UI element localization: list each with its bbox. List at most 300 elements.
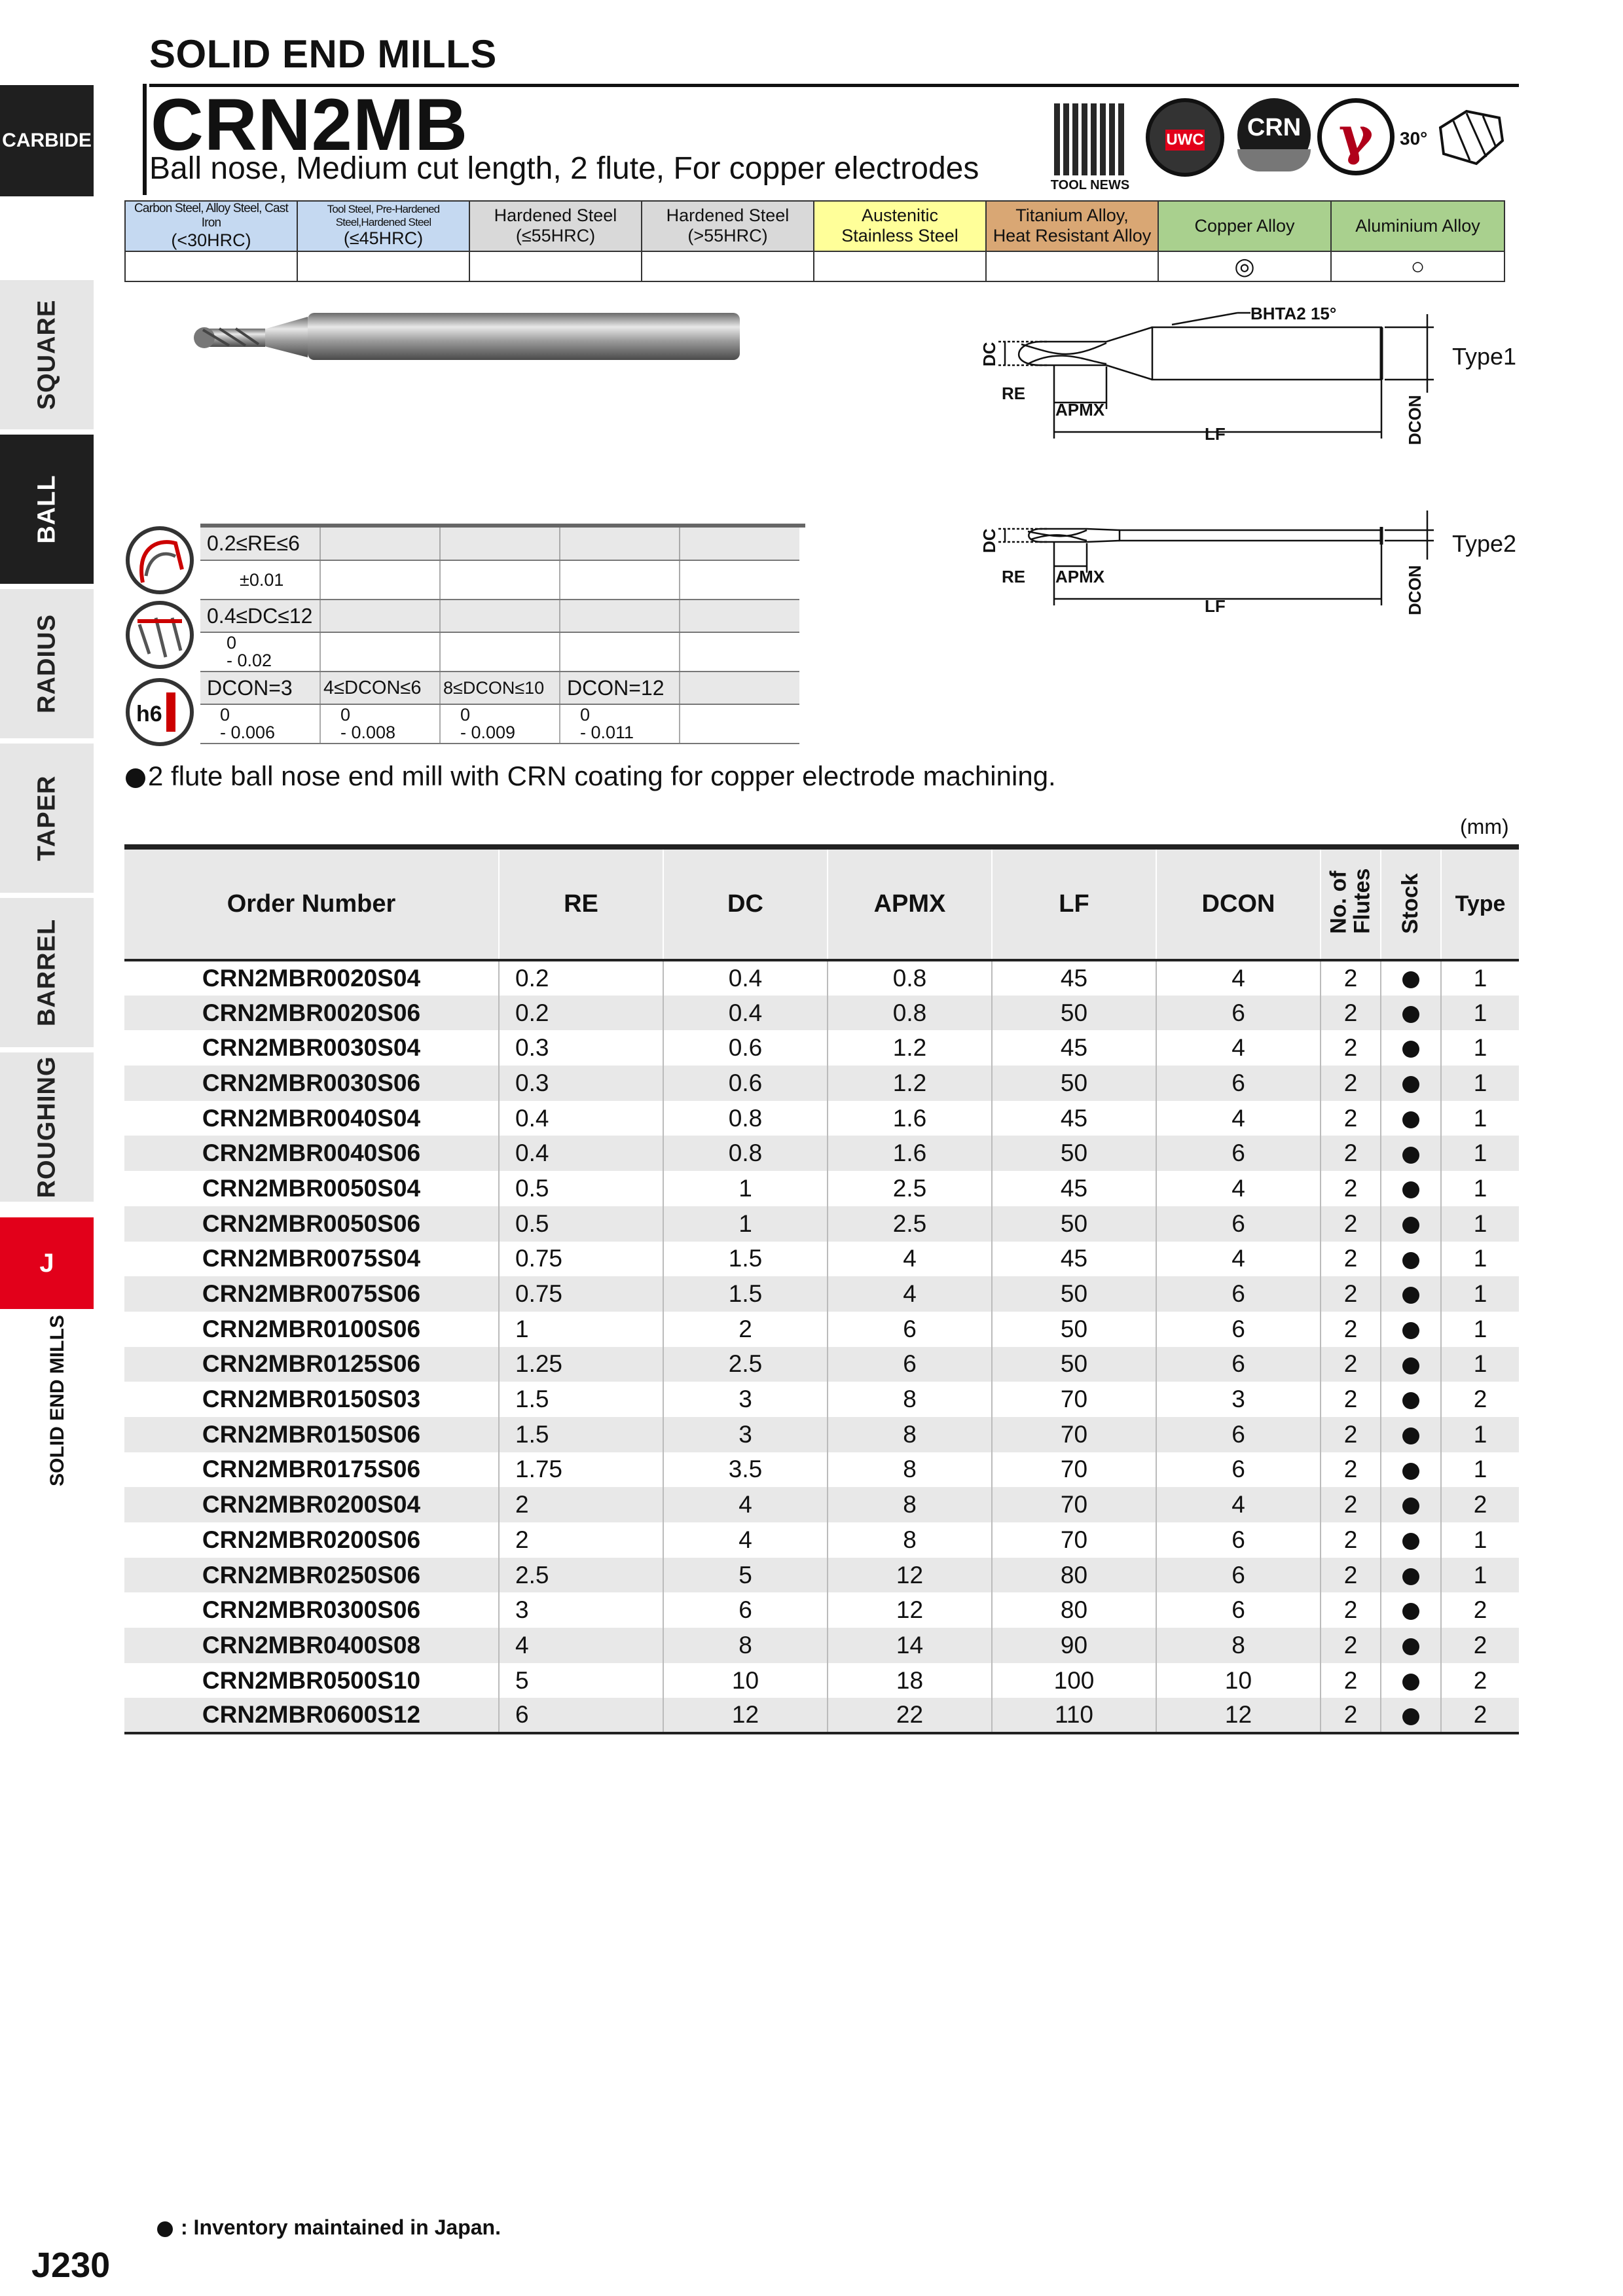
- stock-dot-icon: [1402, 1322, 1419, 1339]
- table-row: [124, 1171, 1519, 1206]
- lf-cell: 45: [992, 1171, 1156, 1206]
- dcon-tolerance-lower: - 0.006: [220, 723, 276, 742]
- table-row: [124, 1242, 1519, 1277]
- stock-dot-icon: [1402, 1603, 1419, 1620]
- type-cell: 1: [1441, 1452, 1519, 1488]
- flutes-cell: 2: [1321, 1206, 1381, 1242]
- table-row: [124, 1066, 1519, 1101]
- dcon-cell: 10: [1156, 1663, 1321, 1698]
- flutes-cell: 2: [1321, 1698, 1381, 1733]
- re-cell: 2: [499, 1522, 663, 1558]
- dc-cell: 2: [663, 1312, 828, 1347]
- type-cell: 1: [1441, 960, 1519, 996]
- type-cell: 1: [1441, 996, 1519, 1031]
- dc-cell: 1.5: [663, 1242, 828, 1277]
- sidebar-tab-square[interactable]: [0, 280, 94, 432]
- lf-cell: 50: [992, 1347, 1156, 1382]
- stock-dot-icon: [1402, 1147, 1419, 1164]
- type-cell: 1: [1441, 1312, 1519, 1347]
- qr-code-label: TOOL NEWS: [1050, 178, 1130, 192]
- uwc-badge-label: UWC: [1165, 130, 1205, 151]
- title-left-bar: [143, 84, 147, 195]
- footnote: [157, 2215, 501, 2240]
- flutes-cell: 2: [1321, 1417, 1381, 1452]
- flutes-cell: 2: [1321, 1452, 1381, 1488]
- lf-cell: 45: [992, 1101, 1156, 1136]
- lf-cell: 45: [992, 1242, 1156, 1277]
- re-cell: 0.2: [499, 960, 663, 996]
- dcon-cell: 6: [1156, 1592, 1321, 1628]
- col-apmx: APMX: [828, 847, 992, 960]
- dc-cell: 1.5: [663, 1276, 828, 1312]
- dc-cell: 0.4: [663, 960, 828, 996]
- col-order-number: Order Number: [124, 847, 499, 960]
- lf-cell: 50: [992, 996, 1156, 1031]
- stock-dot-icon: [1402, 1357, 1419, 1374]
- lf-cell: 45: [992, 960, 1156, 996]
- dcon-cell: 6: [1156, 1558, 1321, 1593]
- dcon-tolerance-lower: - 0.008: [340, 723, 396, 742]
- re-cell: 0.5: [499, 1206, 663, 1242]
- order-number-cell: CRN2MBR0200S04: [124, 1487, 499, 1522]
- order-number-cell: CRN2MBR0200S06: [202, 1526, 421, 1553]
- order-number-cell: CRN2MBR0250S06: [124, 1558, 499, 1593]
- dcon-cell: 12: [1156, 1698, 1321, 1733]
- stock-cell: [1381, 1347, 1441, 1382]
- dcon-cell: 6: [1156, 1136, 1321, 1171]
- lf-cell: 50: [992, 1066, 1156, 1101]
- lf-cell: 45: [992, 1030, 1156, 1066]
- flutes-cell: 2: [1321, 996, 1381, 1031]
- type-cell: 1: [1441, 1347, 1519, 1382]
- order-number-cell: CRN2MBR0175S06: [202, 1456, 421, 1483]
- dcon-label-type2: DCON: [1405, 565, 1425, 615]
- lf-cell: 50: [992, 1312, 1156, 1347]
- stock-dot-icon: [1402, 1287, 1419, 1304]
- stock-cell: [1381, 1592, 1441, 1628]
- dc-cell: 0.4: [663, 996, 828, 1031]
- material-name: Aluminium Alloy: [1355, 215, 1480, 236]
- material-stainless-steel: [814, 201, 986, 251]
- type-cell: 1: [1441, 1066, 1519, 1101]
- stock-cell: [1381, 1558, 1441, 1593]
- apmx-cell: 8: [828, 1417, 992, 1452]
- table-row: [124, 1592, 1519, 1628]
- stock-cell: [1381, 1242, 1441, 1277]
- type-cell: 1: [1441, 1136, 1519, 1171]
- dc-cell: 5: [663, 1558, 828, 1593]
- order-number-cell: CRN2MBR0030S04: [202, 1034, 421, 1062]
- stock-cell: [1381, 1171, 1441, 1206]
- stock-cell: [1381, 1136, 1441, 1171]
- tolerance-table: [200, 528, 799, 744]
- lf-cell: 50: [992, 1136, 1156, 1171]
- sidebar-tab-label: RADIUS: [33, 614, 60, 713]
- dcon-tolerance-lower: - 0.011: [580, 723, 634, 742]
- type-cell: 1: [1441, 1417, 1519, 1452]
- dc-cell: 0.8: [663, 1101, 828, 1136]
- apmx-cell: 0.8: [828, 996, 992, 1031]
- material-copper-alloy: [1158, 201, 1331, 251]
- crn-badge-label: CRN: [1247, 114, 1302, 141]
- flutes-cell: 2: [1321, 1276, 1381, 1312]
- type-cell: 1: [1441, 1522, 1519, 1558]
- material-hardened-steel-over55: [642, 201, 814, 251]
- stock-dot-icon: [1402, 1392, 1419, 1409]
- dcon-cell: 4: [1156, 1171, 1321, 1206]
- spec-table-body: [124, 960, 1519, 1733]
- type-cell: 1: [1441, 1171, 1519, 1206]
- order-number-cell: CRN2MBR0020S06: [124, 996, 499, 1031]
- qr-code-icon[interactable]: [1054, 103, 1126, 175]
- stock-cell: [1381, 1628, 1441, 1663]
- apmx-cell: 1.6: [828, 1101, 992, 1136]
- re-cell: 1.5: [499, 1417, 663, 1452]
- dc-cell: 0.8: [663, 1136, 828, 1171]
- sidebar-tab-label: ROUGHING: [33, 1056, 60, 1198]
- dc-cell: 1: [663, 1171, 828, 1206]
- flutes-cell: 2: [1321, 960, 1381, 996]
- specification-table: [124, 844, 1519, 1734]
- material-carbon-steel: [125, 201, 297, 251]
- material-name: Tool Steel, Pre-Hardened Steel,Hardened Steel: [327, 203, 440, 228]
- suitability-symbol: [297, 251, 469, 281]
- re-cell: 0.3: [499, 1030, 663, 1066]
- footnote-text: : Inventory maintained in Japan.: [181, 2215, 501, 2239]
- suitability-symbol: [814, 251, 986, 281]
- col-dc: DC: [663, 847, 828, 960]
- re-cell: 5: [499, 1663, 663, 1698]
- dc-cell: 8: [663, 1628, 828, 1663]
- bhta-label: BHTA2 15°: [1250, 304, 1337, 323]
- apmx-label-type1: APMX: [1055, 400, 1105, 420]
- flutes-cell: 2: [1321, 1347, 1381, 1382]
- sidebar-tab-label: BARREL: [33, 918, 60, 1027]
- lf-cell: 50: [992, 1276, 1156, 1312]
- dcon-cell: 6: [1156, 1522, 1321, 1558]
- re-cell: 2: [499, 1487, 663, 1522]
- dcon-tolerance-lower: - 0.009: [460, 723, 516, 742]
- sidebar-tab-label: TAPER: [33, 775, 60, 861]
- dc-label-type1: DC: [979, 342, 999, 367]
- sidebar-tab-ball[interactable]: [0, 435, 94, 586]
- re-cell: 1: [499, 1312, 663, 1347]
- order-number-cell: CRN2MBR0020S04: [202, 964, 421, 992]
- order-number-cell: CRN2MBR0300S06: [202, 1596, 421, 1624]
- lf-cell: 70: [992, 1487, 1156, 1522]
- apmx-cell: 22: [828, 1698, 992, 1733]
- dcon-cell: 4: [1156, 1030, 1321, 1066]
- material-hardened-steel-55: [469, 201, 642, 251]
- suitability-symbol: [125, 251, 297, 281]
- type-cell: 2: [1441, 1628, 1519, 1663]
- stock-dot-icon: [1402, 1674, 1419, 1691]
- dcon-tolerance-upper: 0: [580, 705, 591, 725]
- type-cell: 1: [1441, 1101, 1519, 1136]
- apmx-cell: 0.8: [828, 960, 992, 996]
- stock-cell: [1381, 1206, 1441, 1242]
- dc-cell: 2.5: [663, 1347, 828, 1382]
- dcon-tolerance-value: [440, 704, 560, 744]
- material-name: Copper Alloy: [1194, 215, 1295, 236]
- re-label-type1: RE: [1002, 384, 1026, 403]
- suitability-symbol: [986, 251, 1158, 281]
- stock-dot-icon: [1402, 1217, 1419, 1234]
- material-hardness: (<30HRC): [171, 230, 251, 250]
- stock-dot-icon: [1402, 1006, 1419, 1023]
- dcon-cell: 4: [1156, 1242, 1321, 1277]
- table-row: [124, 1276, 1519, 1312]
- sidebar-tab-roughing[interactable]: [0, 1052, 94, 1204]
- type-cell: 2: [1441, 1487, 1519, 1522]
- dc-cell: 10: [663, 1663, 828, 1698]
- apmx-cell: 6: [828, 1312, 992, 1347]
- col-stock-label: Stock: [1398, 872, 1423, 934]
- material-name: Carbon Steel, Alloy Steel, Cast Iron: [134, 202, 288, 230]
- col-stock: [1381, 847, 1441, 960]
- re-cell: 0.4: [499, 1101, 663, 1136]
- stock-dot-icon: [1402, 1041, 1419, 1058]
- stock-cell: [1381, 1030, 1441, 1066]
- stock-cell: [1381, 1487, 1441, 1522]
- stock-dot-icon: [1402, 1638, 1419, 1655]
- stock-dot-icon: [157, 2221, 173, 2237]
- dcon-cell: 3: [1156, 1382, 1321, 1417]
- product-description: [126, 761, 1056, 792]
- apmx-cell: 12: [828, 1592, 992, 1628]
- apmx-cell: 6: [828, 1347, 992, 1382]
- stock-dot-icon: [1402, 1427, 1419, 1444]
- stock-dot-icon: [1402, 1181, 1419, 1198]
- page-number: J230: [31, 2246, 111, 2285]
- flutes-cell: 2: [1321, 1558, 1381, 1593]
- table-row: [124, 1628, 1519, 1663]
- dc-tolerance-lower: - 0.02: [227, 651, 272, 670]
- sidebar-section-tab-j[interactable]: J: [0, 1217, 94, 1309]
- material-hardness: (≤45HRC): [343, 228, 424, 249]
- dcon-tolerance-value: [320, 704, 440, 744]
- stock-dot-icon: [1402, 1498, 1419, 1515]
- apmx-cell: 1.6: [828, 1136, 992, 1171]
- feature-badges: [1048, 98, 1519, 196]
- order-number-cell: CRN2MBR0400S08: [124, 1628, 499, 1663]
- stock-dot-icon: [1402, 1533, 1419, 1550]
- lf-cell: 50: [992, 1206, 1156, 1242]
- type2-label: Type2: [1452, 530, 1517, 557]
- table-row: [124, 1030, 1519, 1066]
- order-number-cell: CRN2MBR0125S06: [124, 1347, 499, 1382]
- dcon-range-label: DCON=3: [200, 672, 320, 704]
- re-cell: 4: [499, 1628, 663, 1663]
- material-hardness: (>55HRC): [687, 226, 768, 246]
- col-re: RE: [499, 847, 663, 960]
- lf-cell: 80: [992, 1558, 1156, 1593]
- dc-cell: 0.6: [663, 1030, 828, 1066]
- dc-cell: 1: [663, 1206, 828, 1242]
- re-cell: 3: [499, 1592, 663, 1628]
- dc-cell: 6: [663, 1592, 828, 1628]
- dc-cell: 3: [663, 1382, 828, 1417]
- re-cell: 1.25: [499, 1347, 663, 1382]
- dcon-cell: 6: [1156, 1417, 1321, 1452]
- lf-cell: 80: [992, 1592, 1156, 1628]
- stock-cell: [1381, 1066, 1441, 1101]
- apmx-cell: 14: [828, 1628, 992, 1663]
- dc-cell: 3: [663, 1417, 828, 1452]
- end-mill-profile-icon: [1431, 101, 1509, 173]
- material-tool-steel: [297, 201, 469, 251]
- dcon-range-label: DCON=12: [560, 672, 680, 704]
- dcon-cell: 6: [1156, 996, 1321, 1031]
- lf-cell: 70: [992, 1417, 1156, 1452]
- dc-tolerance-upper: 0: [227, 633, 237, 653]
- dc-cell: 4: [663, 1487, 828, 1522]
- stock-cell: [1381, 1522, 1441, 1558]
- table-row: [124, 960, 1519, 996]
- radius-tolerance-icon: [126, 526, 194, 594]
- order-number-cell: CRN2MBR0150S03: [202, 1386, 421, 1413]
- re-range-label: 0.2≤RE≤6: [200, 528, 320, 560]
- type-cell: 1: [1441, 1030, 1519, 1066]
- apmx-cell: 8: [828, 1382, 992, 1417]
- flutes-cell: 2: [1321, 1522, 1381, 1558]
- type-cell: 2: [1441, 1698, 1519, 1733]
- crn-coating-badge-icon: [1237, 98, 1311, 171]
- dcon-range-label: 4≤DCON≤6: [320, 672, 440, 704]
- type-cell: 1: [1441, 1276, 1519, 1312]
- suitability-symbol-best: ◎: [1158, 251, 1331, 281]
- dcon-cell: 4: [1156, 960, 1321, 996]
- stock-dot-icon: [1402, 1076, 1419, 1093]
- table-row: [124, 1417, 1519, 1452]
- stock-dot-icon: [1402, 1111, 1419, 1128]
- order-number-cell: CRN2MBR0100S06: [202, 1315, 421, 1342]
- order-number-cell: CRN2MBR0150S06: [124, 1417, 499, 1452]
- stock-cell: [1381, 1382, 1441, 1417]
- apmx-label-type2: APMX: [1055, 567, 1105, 586]
- re-cell: 1.75: [499, 1452, 663, 1488]
- dcon-cell: 4: [1156, 1101, 1321, 1136]
- re-cell: 0.4: [499, 1136, 663, 1171]
- col-lf: LF: [992, 847, 1156, 960]
- col-flutes-line1: No. of: [1326, 870, 1351, 934]
- material-name: Titanium Alloy,: [1015, 206, 1129, 226]
- dcon-cell: 6: [1156, 1312, 1321, 1347]
- material-hardness: (≤55HRC): [515, 226, 596, 246]
- stock-dot-icon: [1402, 1463, 1419, 1480]
- flutes-cell: 2: [1321, 1382, 1381, 1417]
- flutes-cell: 2: [1321, 1592, 1381, 1628]
- stock-cell: [1381, 1698, 1441, 1733]
- re-cell: 1.5: [499, 1382, 663, 1417]
- dc-cell: 12: [663, 1698, 828, 1733]
- dcon-cell: 6: [1156, 1347, 1321, 1382]
- table-row: [124, 1558, 1519, 1593]
- sidebar-tab-barrel[interactable]: [0, 898, 94, 1050]
- stock-dot-icon: [1402, 1568, 1419, 1585]
- dc-cell: 4: [663, 1522, 828, 1558]
- flutes-cell: 2: [1321, 1487, 1381, 1522]
- dcon-tolerance-upper: 0: [340, 705, 351, 725]
- re-tolerance-value: ±0.01: [200, 560, 320, 600]
- dcon-cell: 6: [1156, 1276, 1321, 1312]
- stock-cell: [1381, 1312, 1441, 1347]
- table-row: [124, 1312, 1519, 1347]
- suitability-symbol-good: ○: [1331, 251, 1504, 281]
- sidebar-tab-label: SQUARE: [33, 299, 60, 410]
- lf-label-type2: LF: [1205, 596, 1226, 616]
- re-cell: 0.75: [499, 1276, 663, 1312]
- order-number-cell: CRN2MBR0030S06: [124, 1066, 499, 1101]
- table-row: [124, 1522, 1519, 1558]
- tool-photo: [190, 308, 753, 373]
- apmx-cell: 18: [828, 1663, 992, 1698]
- sidebar-carbide-tab[interactable]: CARBIDE: [0, 85, 94, 196]
- table-row: [124, 1698, 1519, 1733]
- material-name: Hardened Steel: [666, 206, 790, 226]
- type-cell: 1: [1441, 1242, 1519, 1277]
- sidebar-tab-taper[interactable]: [0, 744, 94, 895]
- type-cell: 2: [1441, 1592, 1519, 1628]
- order-number-cell: CRN2MBR0040S04: [202, 1104, 421, 1132]
- shank-tolerance-icon: [126, 678, 194, 746]
- dcon-cell: 8: [1156, 1628, 1321, 1663]
- h6-label: h6: [136, 702, 162, 726]
- diameter-tolerance-icon: [126, 601, 194, 669]
- material-name-line2: Heat Resistant Alloy: [993, 226, 1152, 246]
- material-name: Hardened Steel: [494, 206, 617, 226]
- sidebar-tab-radius[interactable]: [0, 589, 94, 741]
- col-type: Type: [1441, 847, 1519, 960]
- col-no-of-flutes: [1321, 847, 1381, 960]
- dcon-range-label: 8≤DCON≤10: [440, 672, 560, 704]
- table-row: [124, 1206, 1519, 1242]
- material-name: Austenitic: [861, 206, 939, 226]
- suitability-symbol: [642, 251, 814, 281]
- material-suitability-table: [124, 200, 1505, 282]
- re-cell: 0.3: [499, 1066, 663, 1101]
- dc-label-type2: DC: [979, 528, 999, 553]
- stock-cell: [1381, 1101, 1441, 1136]
- lf-label-type1: LF: [1205, 424, 1226, 444]
- apmx-cell: 8: [828, 1487, 992, 1522]
- apmx-cell: 4: [828, 1242, 992, 1277]
- material-name-line2: Stainless Steel: [841, 226, 958, 246]
- dcon-cell: 6: [1156, 1066, 1321, 1101]
- apmx-cell: 8: [828, 1522, 992, 1558]
- apmx-cell: 2.5: [828, 1171, 992, 1206]
- apmx-cell: 1.2: [828, 1066, 992, 1101]
- dcon-tolerance-value: [200, 704, 320, 744]
- table-row: [124, 1101, 1519, 1136]
- sidebar-tab-label: BALL: [33, 475, 60, 544]
- order-number-cell: CRN2MBR0600S12: [124, 1698, 499, 1733]
- col-dcon: DCON: [1156, 847, 1321, 960]
- dc-cell: 0.6: [663, 1066, 828, 1101]
- lf-cell: 110: [992, 1698, 1156, 1733]
- helix-angle-value: 30°: [1400, 128, 1428, 149]
- stock-cell: [1381, 1663, 1441, 1698]
- type-cell: 1: [1441, 1558, 1519, 1593]
- material-titanium-alloy: [986, 201, 1158, 251]
- type-cell: 2: [1441, 1382, 1519, 1417]
- table-row: [124, 996, 1519, 1031]
- flutes-cell: 2: [1321, 1628, 1381, 1663]
- type-cell: 1: [1441, 1206, 1519, 1242]
- product-subtitle: Ball nose, Medium cut length, 2 flute, For copper electrodes: [149, 151, 979, 186]
- order-number-cell: CRN2MBR0500S10: [202, 1666, 421, 1694]
- order-number-cell: CRN2MBR0075S04: [202, 1245, 421, 1272]
